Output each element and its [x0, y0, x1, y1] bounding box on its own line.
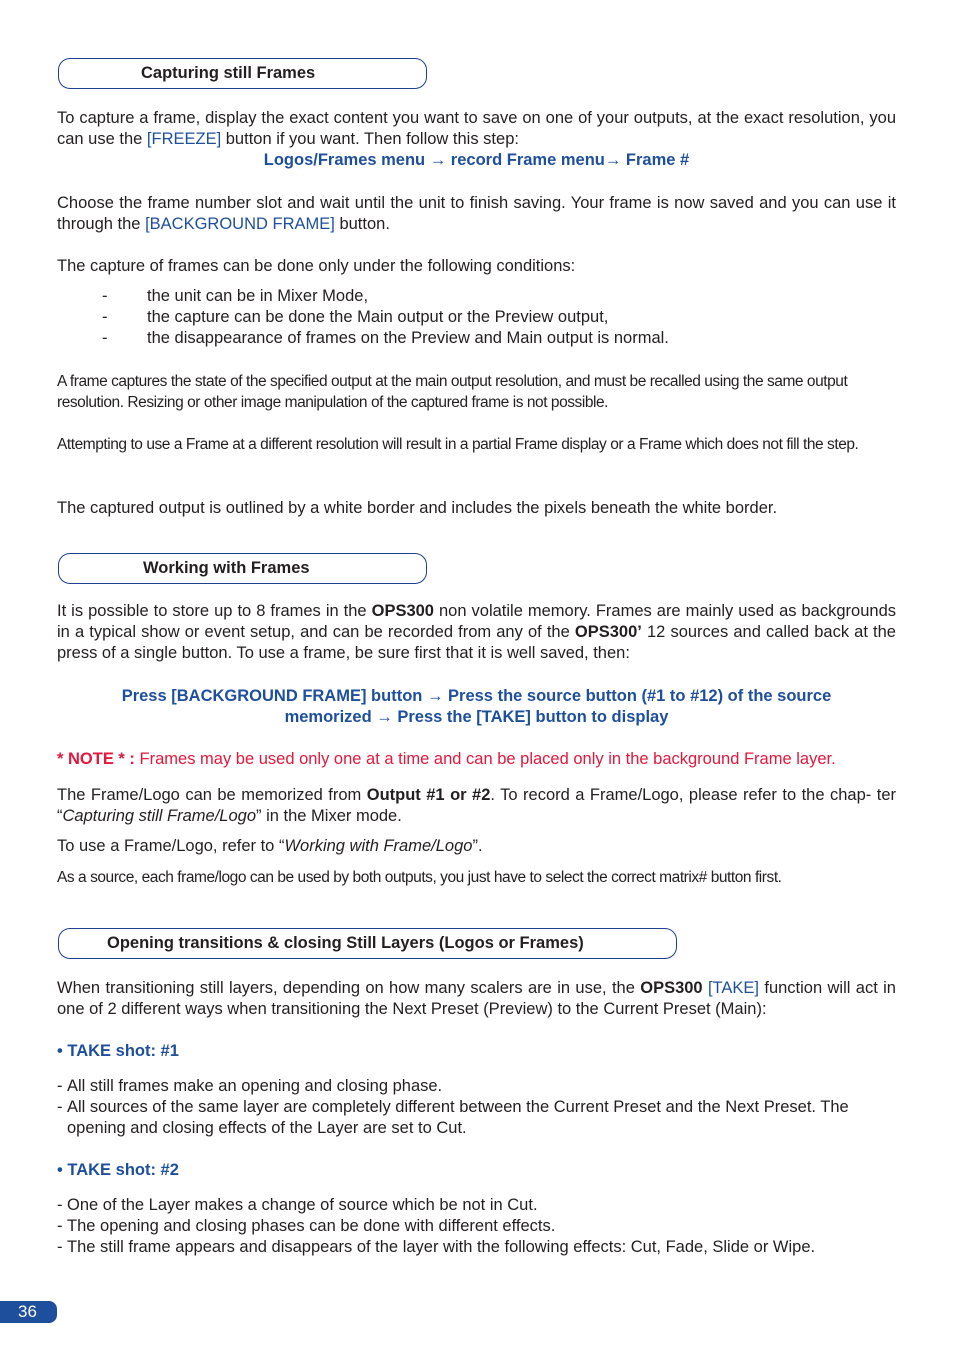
list-item: - All sources of the same layer are completely different between the Current Preset and the Next Preset. The opening and closing effects of the Layer are set to Cut. — [57, 1098, 849, 1137]
steps-line: memorized → Press the [TAKE] button to display — [284, 708, 669, 726]
list-item: - the unit can be in Mixer Mode, — [57, 286, 896, 307]
list-item: - One of the Layer makes a change of source which be not in Cut. — [57, 1196, 538, 1214]
text: ” in the Mixer mode. — [256, 807, 402, 825]
steps-line: Press [BACKGROUND FRAME] button → Press the source button (#1 to #12) of the source — [121, 687, 832, 705]
product-name: OPS300 — [371, 602, 434, 620]
text: The opening and closing phases can be done with different effects. — [67, 1217, 556, 1235]
list-item: - The still frame appears and disappears of the layer with the following effects: Cut, Fade, Slide or Wipe. — [57, 1238, 816, 1256]
text: When transitioning still layers, depending on how many scalers are in use, the — [57, 979, 641, 997]
note-text: Frames may be used only one at a time and can be placed only in the background Frame layer. — [134, 750, 836, 768]
section-heading-capturing — [58, 58, 427, 89]
text: It is possible to store up to 8 frames in the — [57, 602, 372, 620]
italic-text: Capturing still Frame/Logo — [62, 807, 257, 825]
text: ”. — [472, 837, 483, 855]
take-shot-2-title: • TAKE shot: #2 — [57, 1161, 179, 1179]
list-item: - All still frames make an opening and closing phase. — [57, 1077, 443, 1095]
text: To use a Frame/Logo, refer to “ — [57, 837, 285, 855]
note — [57, 749, 896, 770]
text: button if you want. Then follow this step: — [221, 130, 519, 148]
section-heading-working — [58, 553, 427, 584]
section-heading-text: Capturing still Frames — [141, 64, 316, 82]
page-number: 36 — [0, 1301, 57, 1323]
paragraph: The capture of frames can be done only under the following conditions: — [57, 257, 576, 275]
text: function will act in one of 2 different ways when transitioning the Next Preset (Preview) to the Current Preset (Main): — [57, 979, 896, 1018]
take-shot-1-list — [57, 1076, 896, 1139]
section-heading-transitions — [58, 928, 677, 959]
text: . To record a Frame/Logo, please refer to the chap- ter “ — [57, 786, 896, 825]
take-button-ref: [TAKE] — [702, 979, 760, 997]
paragraph: A frame captures the state of the specified output at the main output resolution, and must be recalled using the same output resolution. Resizing or other image manipulation of the captured frame is not possible. — [57, 373, 848, 411]
paragraph — [57, 785, 896, 827]
section-heading-text: Working with Frames — [143, 559, 310, 577]
list-item: - the disappearance of frames on the Preview and Main output is normal. — [57, 328, 896, 349]
bold-text: Output #1 or #2 — [366, 786, 491, 804]
take-shot-2-list — [57, 1195, 896, 1258]
text: To capture a frame, display the exact content you want to save on one of your outputs, at the exact resolution, you can use the — [57, 109, 896, 148]
text: All sources of the same layer are completely different between the Current Preset and the Next Preset. The opening and closing effects of the Layer are set to Cut. — [67, 1098, 849, 1137]
take-shot-1-title: • TAKE shot: #1 — [57, 1042, 179, 1060]
text: button. — [334, 215, 390, 233]
note-label: * NOTE * : — [57, 750, 135, 768]
italic-text: Working with Frame/Logo — [284, 837, 473, 855]
paragraph — [57, 108, 896, 150]
menu-path: Logos/Frames menu → record Frame menu→ Frame # — [263, 151, 690, 169]
paragraph: The captured output is outlined by a white border and includes the pixels beneath the white border. — [57, 499, 778, 517]
text: All still frames make an opening and closing phase. — [67, 1077, 443, 1095]
list-item: - The opening and closing phases can be done with different effects. — [57, 1217, 556, 1235]
product-name: OPS300’ — [574, 623, 642, 641]
conditions-list — [57, 286, 896, 349]
paragraph — [57, 836, 896, 857]
paragraph — [57, 978, 896, 1020]
text: One of the Layer makes a change of source which be not in Cut. — [67, 1196, 538, 1214]
paragraph — [57, 601, 896, 664]
list-item: - the capture can be done the Main output or the Preview output, — [57, 307, 896, 328]
text: The Frame/Logo can be memorized from — [57, 786, 367, 804]
paragraph: Attempting to use a Frame at a different resolution will result in a partial Frame display or a Frame which does not fill the step. — [57, 436, 859, 453]
text: Choose the frame number slot and wait until the unit to finish saving. Your frame is now saved and you can use it through the — [57, 194, 896, 233]
text: The still frame appears and disappears of the layer with the following effects: Cut, Fade, Slide or Wipe. — [67, 1238, 816, 1256]
freeze-button-ref: [FREEZE] — [146, 130, 222, 148]
paragraph: As a source, each frame/logo can be used by both outputs, you just have to select the correct matrix# button first. — [57, 869, 782, 886]
background-frame-button-ref: [BACKGROUND FRAME] — [145, 215, 335, 233]
text: 12 sources and called back at the press of a single button. To use a frame, be sure first that it is well saved, then: — [57, 623, 896, 662]
product-name: OPS300 — [640, 979, 703, 997]
text: non volatile memory. Frames are mainly used as backgrounds in a typical show or event setup, and can be recorded from any of the — [57, 602, 896, 641]
section-heading-text: Opening transitions & closing Still Layers (Logos or Frames) — [107, 934, 584, 952]
paragraph — [57, 193, 896, 235]
